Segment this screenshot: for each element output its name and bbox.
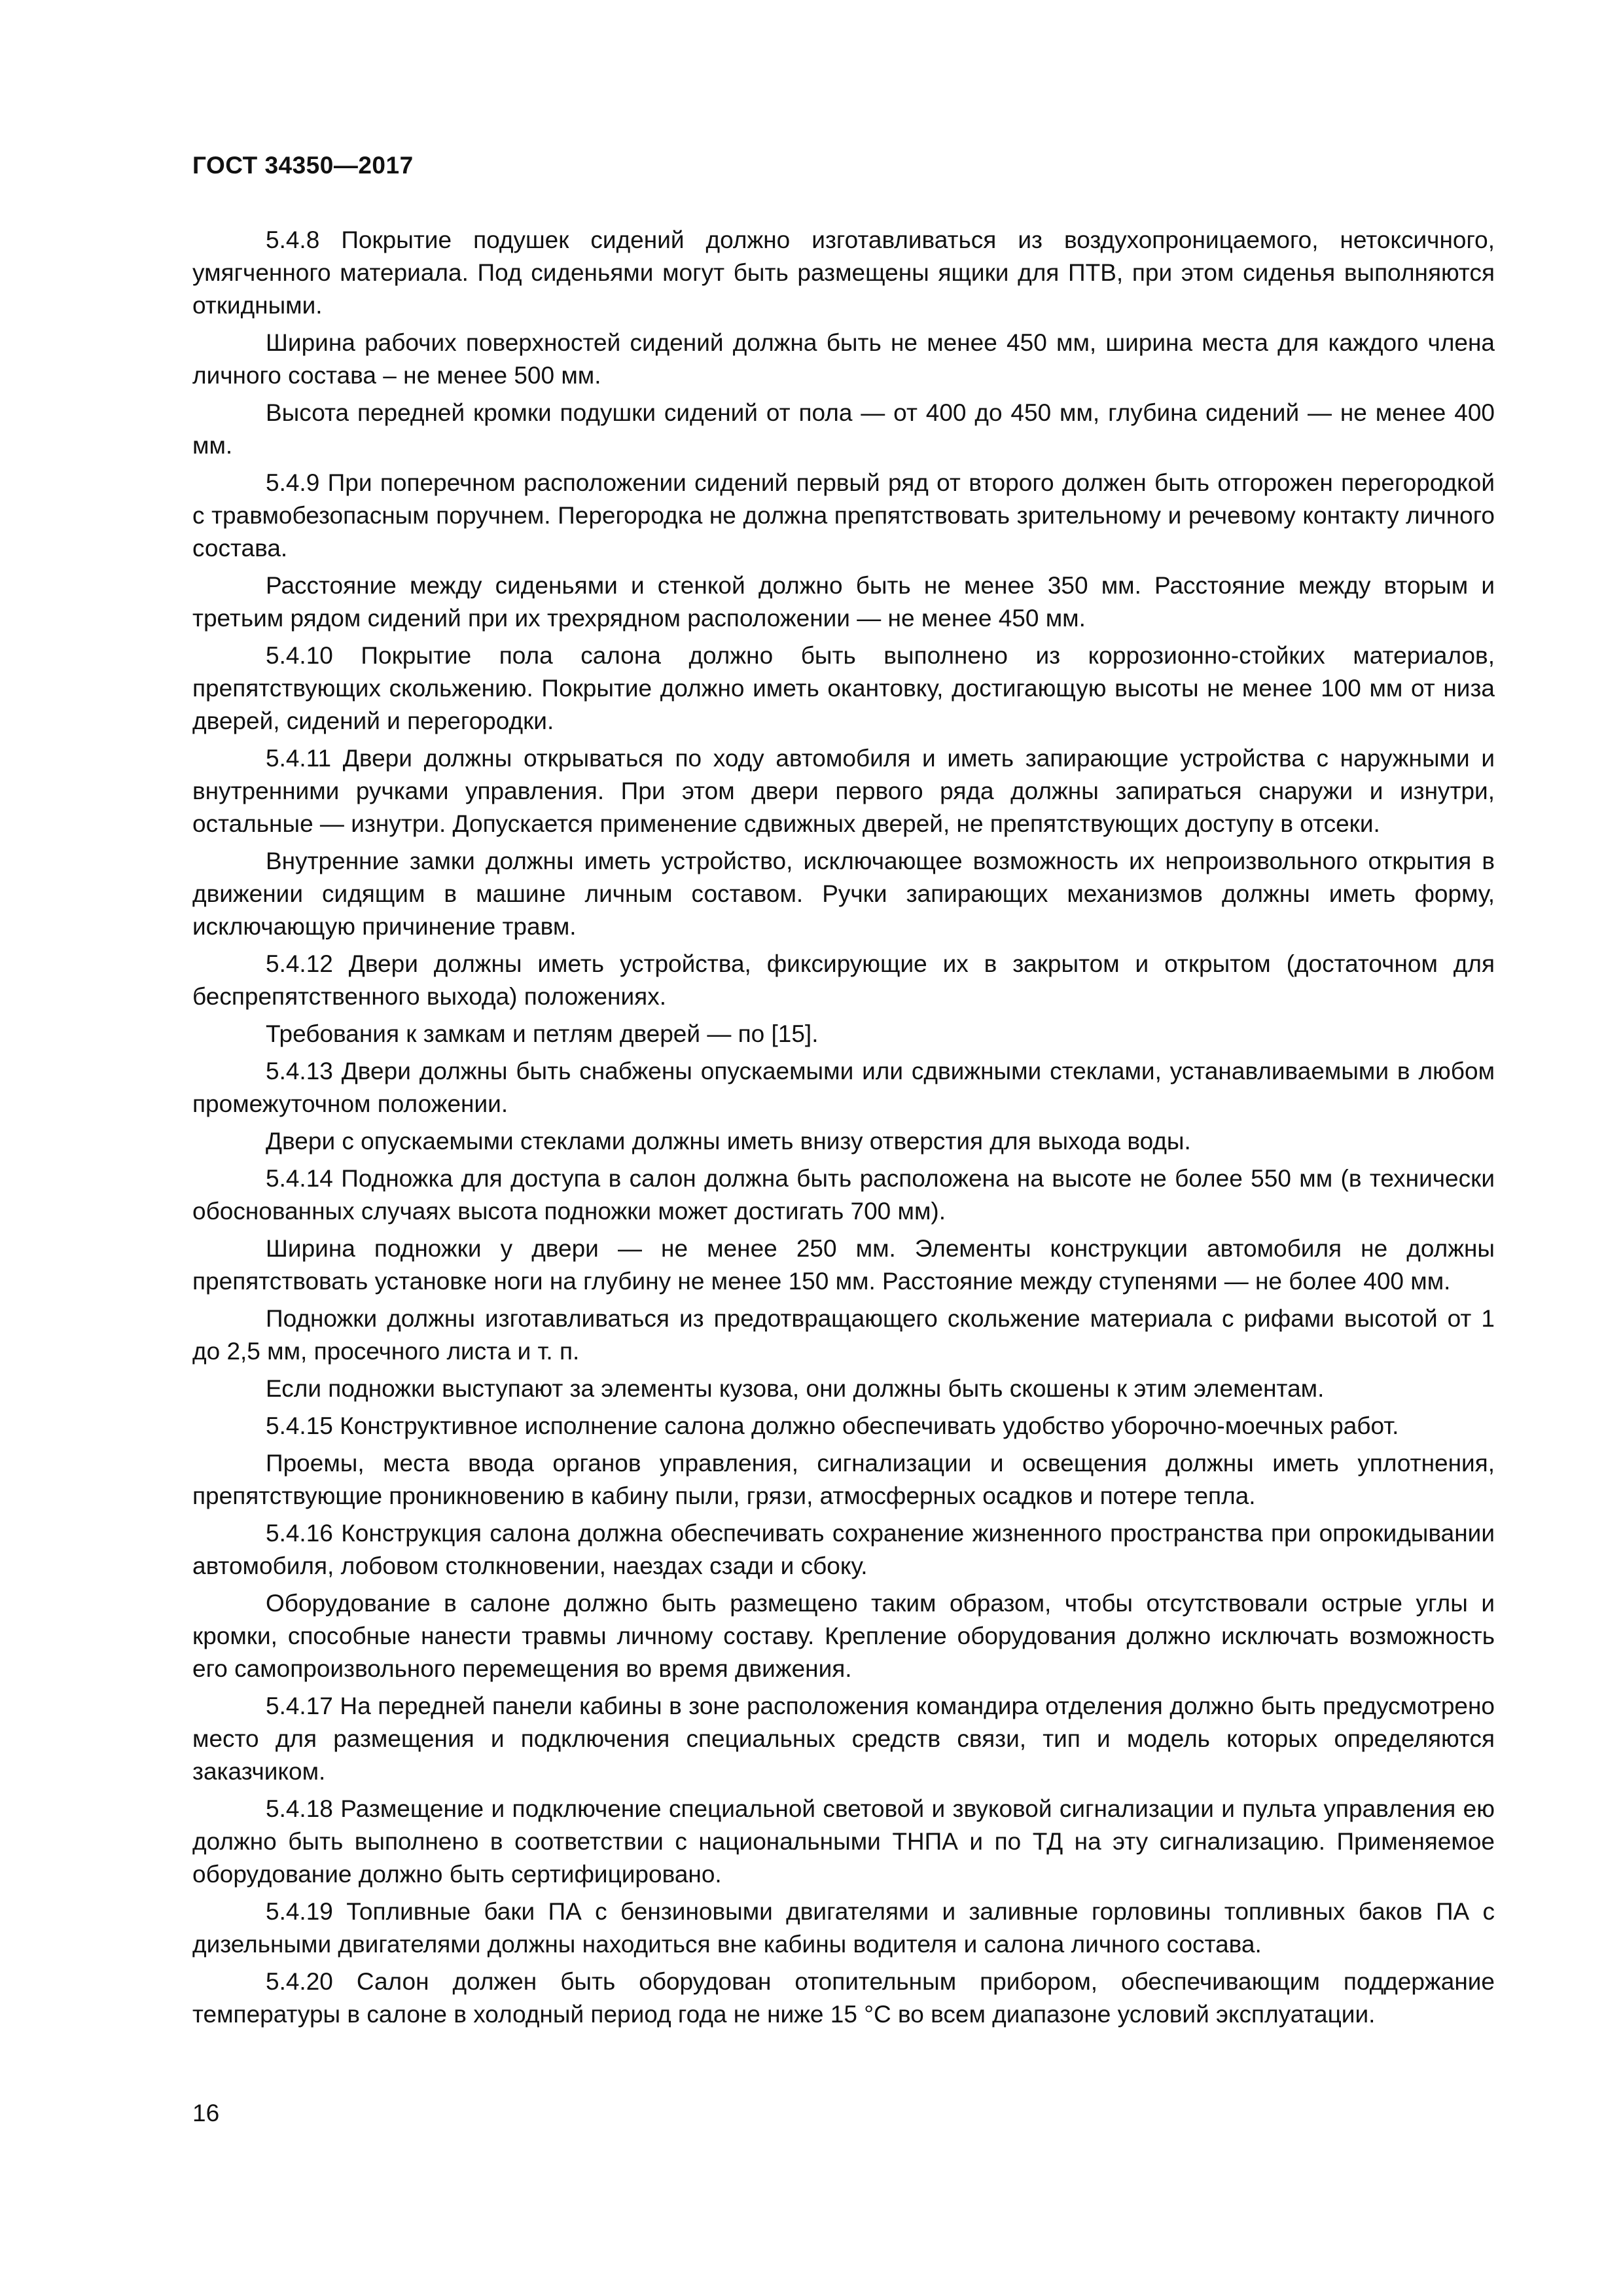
paragraph: 5.4.8 Покрытие подушек сидений должно изготавливаться из воздухопроницаемого, нетоксичного, умягченного материала. Под сиденьями могут быть размещены ящики для ПТВ, при этом сиденья выполняются откидными.	[192, 226, 1495, 319]
paragraph: Ширина подножки у двери — не менее 250 мм. Элементы конструкции автомобиля не должны препятствовать установке ноги на глубину не менее 150 мм. Расстояние между ступенями — не более 400 мм.	[192, 1235, 1495, 1295]
paragraph: Проемы, места ввода органов управления, сигнализации и освещения должны иметь уплотнения, препятствующие проникновению в кабину пыли, грязи, атмосферных осадков и потере тепла.	[192, 1450, 1495, 1509]
paragraph: 5.4.9 При поперечном расположении сидений первый ряд от второго должен быть отгорожен перегородкой с травмобезопасным поручнем. Перегородка не должна препятствовать зрительному и речевому контакту личного состава.	[192, 469, 1495, 562]
paragraph: Внутренние замки должны иметь устройство, исключающее возможность их непроизвольного открытия в движении сидящим в машине личным составом. Ручки запирающих механизмов должны иметь форму, исключающую причинение травм.	[192, 848, 1495, 940]
paragraph: 5.4.10 Покрытие пола салона должно быть выполнено из коррозионно-стойких материалов, препятствующих скольжению. Покрытие должно иметь окантовку, достигающую высоты не менее 100 мм от низа дверей, сидений и перегородки.	[192, 642, 1495, 734]
paragraph: Двери с опускаемыми стеклами должны иметь внизу отверстия для выхода воды.	[266, 1128, 1191, 1155]
paragraph: 5.4.18 Размещение и подключение специальной световой и звуковой сигнализации и пульта управления ею должно быть выполнено в соответствии с национальными ТНПА и по ТД на эту сигнализацию. Применяемое оборудование должно быть сертифицировано.	[192, 1795, 1495, 1888]
paragraph: Расстояние между сиденьями и стенкой должно быть не менее 350 мм. Расстояние между вторым и третьим рядом сидений при их трехрядном расположении — не менее 450 мм.	[192, 572, 1495, 632]
paragraph: 5.4.15 Конструктивное исполнение салона должно обеспечивать удобство уборочно-моечных работ.	[266, 1412, 1399, 1439]
document-code: ГОСТ 34350—2017	[192, 152, 414, 179]
paragraph: Требования к замкам и петлям дверей — по [15].	[266, 1020, 819, 1047]
paragraph: 5.4.13 Двери должны быть снабжены опускаемыми или сдвижными стеклами, устанавливаемыми в любом промежуточном положении.	[192, 1058, 1495, 1117]
paragraph: 5.4.20 Салон должен быть оборудован отопительным прибором, обеспечивающим поддержание температуры в салоне в холодный период года не ниже 15 °С во всем диапазоне условий эксплуатации.	[192, 1968, 1495, 2028]
paragraph: 5.4.12 Двери должны иметь устройства, фиксирующие их в закрытом и открытом (достаточном для беспрепятственного выхода) положениях.	[192, 950, 1495, 1010]
paragraph: 5.4.11 Двери должны открываться по ходу автомобиля и иметь запирающие устройства с наружными и внутренними ручками управления. При этом двери первого ряда должны запираться снаружи и изнутри, остальные — изнутри. Допускается применение сдвижных дверей, не препятствующих доступу в отсеки.	[192, 745, 1495, 837]
document-body	[192, 224, 1495, 2036]
paragraph: Ширина рабочих поверхностей сидений должна быть не менее 450 мм, ширина места для каждого члена личного состава – не менее 500 мм.	[192, 329, 1495, 389]
paragraph: 5.4.17 На передней панели кабины в зоне расположения командира отделения должно быть предусмотрено место для размещения и подключения специальных средств связи, тип и модель которых определяются заказчиком.	[192, 1693, 1495, 1785]
paragraph: 5.4.14 Подножка для доступа в салон должна быть расположена на высоте не более 550 мм (в технически обоснованных случаях высота подножки может достигать 700 мм).	[192, 1165, 1495, 1225]
paragraph: 5.4.19 Топливные баки ПА с бензиновыми двигателями и заливные горловины топливных баков ПА с дизельными двигателями должны находиться вне кабины водителя и салона личного состава.	[192, 1898, 1495, 1958]
page-number: 16	[192, 2100, 220, 2126]
paragraph: 5.4.16 Конструкция салона должна обеспечивать сохранение жизненного пространства при опрокидывании автомобиля, лобовом столкновении, наездах сзади и сбоку.	[192, 1520, 1495, 1579]
paragraph: Высота передней кромки подушки сидений от пола — от 400 до 450 мм, глубина сидений — не менее 400 мм.	[192, 399, 1495, 459]
paragraph: Если подножки выступают за элементы кузова, они должны быть скошены к этим элементам.	[266, 1375, 1325, 1402]
paragraph: Оборудование в салоне должно быть размещено таким образом, чтобы отсутствовали острые углы и кромки, способные нанести травмы личному составу. Крепление оборудования должно исключать возможность его самопроизвольного перемещения во время движения.	[192, 1590, 1495, 1682]
paragraph: Подножки должны изготавливаться из предотвращающего скольжение материала с рифами высотой от 1 до 2,5 мм, просечного листа и т. п.	[192, 1305, 1495, 1365]
